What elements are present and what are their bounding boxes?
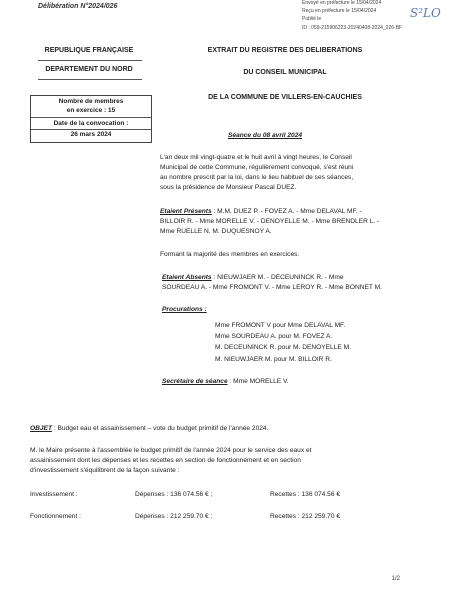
presents-line-2: BILLOIR R. - Mme MORELLE V. - DENOYELLE M. - Mme BRENDLER L. - — [160, 218, 380, 225]
budget-investissement-recettes: Recettes : 136 074.56 € — [270, 491, 341, 498]
intro-line-3: au nombre prescrit par la loi, dans le lieu habituel de ses séances, — [160, 174, 354, 181]
procuration-3: M. DECEUNINCK R. pour M. DENOYELLE M. — [215, 344, 351, 351]
members-label: Nombre de membres — [58, 98, 124, 105]
procuration-2: Mme SOURDEAU A. pour M. FOVEZ A. — [215, 333, 333, 340]
secretaire-line — [162, 377, 289, 386]
procurations-label: Procurations : — [162, 306, 207, 313]
absents-label: Etaient Absents — [162, 274, 212, 281]
stamp-signature-logo — [408, 3, 448, 21]
secretaire-label: Secrétaire de séance — [162, 378, 228, 385]
page-number: 1/2 — [391, 576, 400, 582]
convocation-label: Date de la convocation : — [53, 120, 129, 127]
box-divider-1 — [31, 117, 151, 118]
presents-line-3: Mme RUELLE N. M. DUQUESNOY A. — [160, 228, 272, 235]
budget-fonctionnement-recettes: Recettes : 212 259.70 € — [270, 513, 341, 520]
members-value: en exercice : 15 — [66, 107, 116, 114]
absents-line-1 — [162, 273, 343, 282]
divider-left-2 — [38, 79, 142, 80]
commune-title: DE LA COMMUNE DE VILLERS-EN-CAUCHIES — [208, 94, 362, 101]
presents-line-1 — [160, 207, 362, 216]
seance-date: Séance du 08 avril 2024 — [228, 132, 303, 139]
presents-text-1: : M.M. DUEZ P. - FOVEZ A. - Mme DELAVAL MF. - — [213, 208, 362, 215]
intro-line-2: Municipal de cette Commune, régulièrement convoqué, s'est réuni — [160, 164, 354, 171]
departement-label: DEPARTEMENT DU NORD — [45, 66, 133, 73]
stamp-publie: Publié le — [302, 16, 322, 22]
deliberation-reference: Délibération N°2024/026 — [38, 3, 118, 10]
stamp-signature-text: S²LO — [410, 6, 441, 20]
budget-investissement-depenses: Dépenses : 136 074.56 € ; — [135, 491, 213, 498]
procuration-4: M. NIEUWJAER M. pour M. BILLOIR R. — [215, 356, 332, 363]
stamp-envoye: Envoyé en préfecture le 15/04/2024 — [302, 0, 382, 6]
expose-line-2: assainissement dont les dépenses et les recettes en section de fonctionnement et en section — [30, 457, 301, 464]
expose-line-1: M. le Maire présente à l'assemblée le budget primitif de l'année 2024 pour le service des eaux et — [30, 447, 312, 454]
budget-fonctionnement-depenses: Dépenses : 212 259.70 € ; — [135, 513, 213, 520]
expose-line-3: d'investissement s'équilibrent de la façon suivante : — [30, 467, 180, 474]
secretaire-value: : Mme MORELLE V. — [229, 378, 289, 385]
absents-text-1: : NIEUWJAER M. - DECEUNINCK R. - Mme — [213, 274, 344, 281]
conseil-title: DU CONSEIL MUNICIPAL — [243, 69, 327, 76]
box-divider-2 — [31, 129, 151, 130]
registre-title: EXTRAIT DU REGISTRE DES DELIBERATIONS — [207, 47, 363, 54]
prefecture-stamp — [300, 0, 450, 38]
absents-line-2: SOURDEAU A. - Mme FROMONT V. - Mme LEROY R. - Mme BONNET M. — [162, 284, 382, 291]
stamp-id: ID : 059-215906223-20240408-2024_026-BF — [302, 25, 403, 31]
convocation-date: 26 mars 2024 — [70, 131, 112, 138]
divider-left-1 — [38, 60, 142, 61]
members-box — [30, 95, 152, 143]
intro-line-4: sous la présidence de Monsieur Pascal DUEZ. — [160, 184, 297, 191]
republique-label: REPUBLIQUE FRANÇAISE — [44, 47, 134, 54]
objet-line — [30, 424, 268, 433]
presents-label: Etaient Présents — [160, 208, 212, 215]
budget-fonctionnement-section: Fonctionnement : — [30, 513, 81, 520]
stamp-recu: Reçu en préfecture le 15/04/2024 — [302, 8, 377, 14]
budget-investissement-section: Investissement : — [30, 491, 78, 498]
objet-value: : Budget eau et assainissement – vote du budget primitif de l'année 2024. — [53, 425, 269, 432]
majorite-text: Formant la majorité des membres en exercices. — [160, 251, 300, 258]
objet-label: OBJET — [30, 425, 52, 432]
intro-line-1: L'an deux mil vingt-quatre et le huit avril à vingt heures, le Conseil — [160, 154, 352, 161]
procuration-1: Mme FROMONT V pour Mme DELAVAL MF. — [215, 322, 346, 329]
